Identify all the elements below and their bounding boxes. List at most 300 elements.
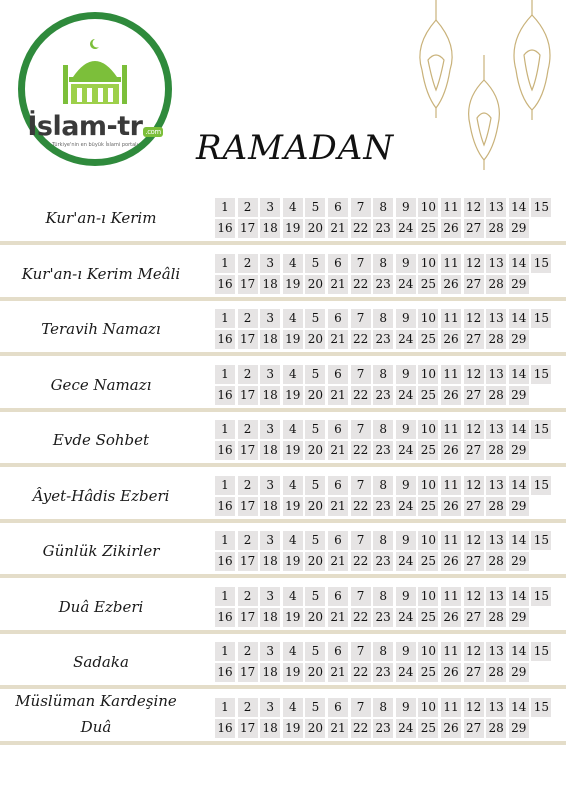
day-checkbox[interactable]: 12 bbox=[464, 420, 484, 439]
day-checkbox[interactable]: 2 bbox=[238, 309, 258, 328]
day-checkbox[interactable]: 17 bbox=[238, 497, 258, 516]
day-checkbox[interactable]: 20 bbox=[305, 497, 325, 516]
day-checkbox[interactable]: 6 bbox=[328, 642, 348, 661]
day-checkbox[interactable]: 16 bbox=[215, 386, 235, 405]
day-checkbox[interactable]: 15 bbox=[531, 309, 551, 328]
day-checkbox[interactable]: 5 bbox=[305, 587, 325, 606]
day-checkbox[interactable]: 25 bbox=[418, 441, 438, 460]
day-checkbox[interactable]: 29 bbox=[509, 552, 529, 571]
day-checkbox[interactable]: 24 bbox=[396, 386, 416, 405]
day-checkbox[interactable]: 4 bbox=[283, 587, 303, 606]
day-checkbox[interactable]: 23 bbox=[373, 219, 393, 238]
day-checkbox[interactable]: 21 bbox=[328, 497, 348, 516]
day-checkbox[interactable]: 26 bbox=[441, 552, 461, 571]
day-checkbox[interactable]: 26 bbox=[441, 663, 461, 682]
day-checkbox[interactable]: 5 bbox=[305, 254, 325, 273]
day-checkbox[interactable]: 16 bbox=[215, 219, 235, 238]
day-checkbox[interactable]: 7 bbox=[351, 642, 371, 661]
day-checkbox[interactable]: 21 bbox=[328, 330, 348, 349]
day-checkbox[interactable]: 16 bbox=[215, 552, 235, 571]
day-checkbox[interactable]: 26 bbox=[441, 719, 461, 738]
day-checkbox[interactable]: 24 bbox=[396, 441, 416, 460]
day-checkbox[interactable]: 18 bbox=[260, 719, 280, 738]
day-checkbox[interactable]: 16 bbox=[215, 663, 235, 682]
day-checkbox[interactable]: 25 bbox=[418, 663, 438, 682]
day-checkbox[interactable]: 11 bbox=[441, 531, 461, 550]
day-checkbox[interactable]: 11 bbox=[441, 365, 461, 384]
row-divider bbox=[0, 574, 566, 578]
day-checkbox[interactable]: 13 bbox=[486, 254, 506, 273]
day-checkbox[interactable]: 7 bbox=[351, 254, 371, 273]
day-checkbox[interactable]: 1 bbox=[215, 254, 235, 273]
day-checkbox[interactable]: 19 bbox=[283, 497, 303, 516]
day-checkbox[interactable]: 16 bbox=[215, 497, 235, 516]
day-checkbox[interactable]: 6 bbox=[328, 531, 348, 550]
day-checkbox[interactable]: 10 bbox=[418, 642, 438, 661]
day-checkbox[interactable]: 26 bbox=[441, 497, 461, 516]
day-checkbox[interactable]: 15 bbox=[531, 642, 551, 661]
day-checkbox[interactable]: 8 bbox=[373, 309, 393, 328]
day-checkbox[interactable]: 4 bbox=[283, 365, 303, 384]
day-checkbox[interactable]: 18 bbox=[260, 497, 280, 516]
day-checkbox[interactable]: 5 bbox=[305, 198, 325, 217]
day-checkbox[interactable]: 21 bbox=[328, 552, 348, 571]
day-checkbox[interactable]: 23 bbox=[373, 497, 393, 516]
day-checkbox[interactable]: 15 bbox=[531, 531, 551, 550]
day-checkbox[interactable]: 28 bbox=[486, 497, 506, 516]
day-checkbox[interactable]: 8 bbox=[373, 420, 393, 439]
day-checkbox[interactable]: 19 bbox=[283, 330, 303, 349]
day-checkbox[interactable]: 2 bbox=[238, 254, 258, 273]
day-checkbox[interactable]: 27 bbox=[464, 497, 484, 516]
day-checkbox[interactable]: 12 bbox=[464, 642, 484, 661]
day-checkbox[interactable]: 11 bbox=[441, 309, 461, 328]
day-checkbox[interactable]: 19 bbox=[283, 663, 303, 682]
day-checkbox[interactable]: 16 bbox=[215, 275, 235, 294]
day-checkbox[interactable]: 16 bbox=[215, 608, 235, 627]
day-checkbox[interactable]: 20 bbox=[305, 663, 325, 682]
day-checkbox[interactable]: 13 bbox=[486, 309, 506, 328]
day-checkbox[interactable]: 2 bbox=[238, 698, 258, 717]
day-checkbox[interactable]: 9 bbox=[396, 587, 416, 606]
day-checkbox[interactable]: 20 bbox=[305, 552, 325, 571]
day-checkbox[interactable]: 23 bbox=[373, 663, 393, 682]
day-checkbox[interactable]: 23 bbox=[373, 552, 393, 571]
day-checkbox[interactable]: 24 bbox=[396, 275, 416, 294]
day-checkbox[interactable]: 24 bbox=[396, 497, 416, 516]
day-checkbox[interactable]: 9 bbox=[396, 309, 416, 328]
day-checkbox[interactable]: 13 bbox=[486, 420, 506, 439]
day-checkbox[interactable]: 28 bbox=[486, 330, 506, 349]
day-checkbox[interactable]: 18 bbox=[260, 219, 280, 238]
day-checkbox[interactable]: 29 bbox=[509, 275, 529, 294]
day-checkbox[interactable]: 25 bbox=[418, 275, 438, 294]
day-checkbox[interactable]: 8 bbox=[373, 531, 393, 550]
day-checkbox[interactable]: 12 bbox=[464, 365, 484, 384]
day-checkbox[interactable]: 5 bbox=[305, 420, 325, 439]
day-checkbox[interactable]: 18 bbox=[260, 441, 280, 460]
day-checkbox[interactable]: 21 bbox=[328, 608, 348, 627]
day-checkbox[interactable]: 2 bbox=[238, 476, 258, 495]
day-checkbox[interactable]: 25 bbox=[418, 386, 438, 405]
day-checkbox[interactable]: 27 bbox=[464, 608, 484, 627]
day-checkbox[interactable]: 14 bbox=[509, 698, 529, 717]
day-checkbox[interactable]: 5 bbox=[305, 309, 325, 328]
day-checkbox[interactable]: 13 bbox=[486, 698, 506, 717]
day-checkbox[interactable]: 20 bbox=[305, 275, 325, 294]
day-checkbox[interactable]: 17 bbox=[238, 386, 258, 405]
day-checkbox[interactable]: 22 bbox=[351, 441, 371, 460]
day-checkbox[interactable]: 2 bbox=[238, 642, 258, 661]
day-checkbox[interactable]: 8 bbox=[373, 198, 393, 217]
day-checkbox[interactable]: 18 bbox=[260, 386, 280, 405]
day-checkbox[interactable]: 22 bbox=[351, 608, 371, 627]
day-checkbox[interactable]: 19 bbox=[283, 719, 303, 738]
day-checkbox[interactable]: 5 bbox=[305, 642, 325, 661]
row-label: Günlük Zikirler bbox=[42, 542, 160, 560]
day-checkbox[interactable]: 25 bbox=[418, 552, 438, 571]
day-checkbox[interactable]: 25 bbox=[418, 219, 438, 238]
day-checkbox[interactable]: 17 bbox=[238, 441, 258, 460]
day-checkbox[interactable]: 21 bbox=[328, 663, 348, 682]
day-checkbox[interactable]: 11 bbox=[441, 420, 461, 439]
day-checkbox[interactable]: 10 bbox=[418, 420, 438, 439]
day-checkbox[interactable]: 9 bbox=[396, 531, 416, 550]
day-checkbox[interactable]: 17 bbox=[238, 219, 258, 238]
day-checkbox[interactable]: 1 bbox=[215, 365, 235, 384]
day-checkbox[interactable]: 28 bbox=[486, 608, 506, 627]
day-checkbox[interactable]: 22 bbox=[351, 719, 371, 738]
day-checkbox[interactable]: 14 bbox=[509, 587, 529, 606]
day-checkbox[interactable]: 11 bbox=[441, 642, 461, 661]
day-checkbox[interactable]: 10 bbox=[418, 587, 438, 606]
day-checkbox[interactable]: 10 bbox=[418, 198, 438, 217]
day-checkbox[interactable]: 29 bbox=[509, 441, 529, 460]
day-checkbox[interactable]: 3 bbox=[260, 254, 280, 273]
day-checkbox[interactable]: 9 bbox=[396, 254, 416, 273]
day-checkbox[interactable]: 4 bbox=[283, 531, 303, 550]
day-checkbox[interactable]: 14 bbox=[509, 198, 529, 217]
day-checkbox[interactable]: 19 bbox=[283, 552, 303, 571]
day-checkbox[interactable]: 3 bbox=[260, 365, 280, 384]
day-checkbox[interactable]: 26 bbox=[441, 608, 461, 627]
day-checkbox[interactable]: 11 bbox=[441, 254, 461, 273]
day-checkbox[interactable]: 9 bbox=[396, 198, 416, 217]
day-checkbox[interactable]: 24 bbox=[396, 330, 416, 349]
day-checkbox[interactable]: 6 bbox=[328, 587, 348, 606]
day-checkbox[interactable]: 9 bbox=[396, 420, 416, 439]
day-checkbox[interactable]: 3 bbox=[260, 698, 280, 717]
day-checkbox[interactable]: 18 bbox=[260, 275, 280, 294]
day-checkbox[interactable]: 1 bbox=[215, 698, 235, 717]
day-checkbox[interactable]: 27 bbox=[464, 552, 484, 571]
day-checkbox[interactable]: 12 bbox=[464, 254, 484, 273]
row-divider bbox=[0, 297, 566, 301]
day-checkbox[interactable]: 15 bbox=[531, 587, 551, 606]
day-checkbox[interactable]: 25 bbox=[418, 608, 438, 627]
day-checkbox[interactable]: 13 bbox=[486, 198, 506, 217]
day-checkbox[interactable]: 22 bbox=[351, 386, 371, 405]
day-checkbox[interactable]: 7 bbox=[351, 698, 371, 717]
day-checkbox[interactable]: 7 bbox=[351, 531, 371, 550]
day-checkbox[interactable]: 19 bbox=[283, 608, 303, 627]
day-checkbox[interactable]: 27 bbox=[464, 719, 484, 738]
day-checkbox[interactable]: 13 bbox=[486, 365, 506, 384]
day-checkbox[interactable]: 1 bbox=[215, 587, 235, 606]
day-checkbox[interactable]: 6 bbox=[328, 476, 348, 495]
day-checkbox[interactable]: 29 bbox=[509, 663, 529, 682]
day-checkbox[interactable]: 7 bbox=[351, 587, 371, 606]
day-checkbox[interactable]: 26 bbox=[441, 219, 461, 238]
day-checkbox[interactable]: 15 bbox=[531, 420, 551, 439]
day-checkbox[interactable]: 2 bbox=[238, 420, 258, 439]
day-checkbox[interactable]: 23 bbox=[373, 608, 393, 627]
day-checkbox[interactable]: 15 bbox=[531, 476, 551, 495]
day-checkbox[interactable]: 17 bbox=[238, 552, 258, 571]
day-checkbox[interactable]: 18 bbox=[260, 663, 280, 682]
row-label: Âyet-Hâdis Ezberi bbox=[32, 486, 170, 505]
day-checkbox[interactable]: 11 bbox=[441, 587, 461, 606]
lanterns-decoration bbox=[398, 0, 566, 175]
day-checkbox[interactable]: 7 bbox=[351, 309, 371, 328]
day-checkbox[interactable]: 13 bbox=[486, 587, 506, 606]
day-checkbox[interactable]: 10 bbox=[418, 309, 438, 328]
day-checkbox[interactable]: 7 bbox=[351, 476, 371, 495]
day-checkbox[interactable]: 23 bbox=[373, 386, 393, 405]
day-checkbox[interactable]: 25 bbox=[418, 719, 438, 738]
day-checkbox[interactable]: 22 bbox=[351, 219, 371, 238]
day-checkbox[interactable]: 22 bbox=[351, 663, 371, 682]
day-checkbox[interactable]: 25 bbox=[418, 330, 438, 349]
day-checkbox[interactable]: 20 bbox=[305, 386, 325, 405]
day-checkbox[interactable]: 8 bbox=[373, 642, 393, 661]
day-checkbox[interactable]: 24 bbox=[396, 719, 416, 738]
day-checkbox[interactable]: 10 bbox=[418, 698, 438, 717]
day-checkbox[interactable]: 3 bbox=[260, 476, 280, 495]
day-checkbox[interactable]: 9 bbox=[396, 642, 416, 661]
day-checkbox[interactable]: 27 bbox=[464, 275, 484, 294]
day-checkbox[interactable]: 2 bbox=[238, 365, 258, 384]
day-checkbox[interactable]: 20 bbox=[305, 719, 325, 738]
day-checkbox[interactable]: 7 bbox=[351, 198, 371, 217]
day-checkbox[interactable]: 3 bbox=[260, 309, 280, 328]
site-logo[interactable] bbox=[18, 12, 172, 166]
day-checkbox[interactable]: 23 bbox=[373, 330, 393, 349]
day-checkbox[interactable]: 9 bbox=[396, 698, 416, 717]
day-checkbox[interactable]: 14 bbox=[509, 365, 529, 384]
day-checkbox[interactable]: 4 bbox=[283, 254, 303, 273]
day-checkbox[interactable]: 21 bbox=[328, 441, 348, 460]
day-checkbox[interactable]: 22 bbox=[351, 275, 371, 294]
day-checkbox[interactable]: 17 bbox=[238, 608, 258, 627]
day-checkbox[interactable]: 29 bbox=[509, 719, 529, 738]
day-checkbox[interactable]: 13 bbox=[486, 531, 506, 550]
day-checkbox[interactable]: 15 bbox=[531, 365, 551, 384]
day-checkbox[interactable]: 1 bbox=[215, 531, 235, 550]
day-checkbox[interactable]: 29 bbox=[509, 608, 529, 627]
day-checkbox[interactable]: 6 bbox=[328, 420, 348, 439]
day-checkbox[interactable]: 15 bbox=[531, 254, 551, 273]
day-checkbox[interactable]: 23 bbox=[373, 719, 393, 738]
day-checkbox[interactable]: 11 bbox=[441, 198, 461, 217]
day-checkbox[interactable]: 9 bbox=[396, 365, 416, 384]
day-checkbox[interactable]: 5 bbox=[305, 365, 325, 384]
day-checkbox[interactable]: 1 bbox=[215, 476, 235, 495]
row-label: Evde Sohbet bbox=[52, 431, 150, 449]
day-checkbox[interactable]: 25 bbox=[418, 497, 438, 516]
day-checkbox[interactable]: 27 bbox=[464, 386, 484, 405]
day-checkbox[interactable]: 12 bbox=[464, 698, 484, 717]
day-checkbox[interactable]: 4 bbox=[283, 309, 303, 328]
day-checkbox[interactable]: 18 bbox=[260, 608, 280, 627]
day-checkbox[interactable]: 28 bbox=[486, 552, 506, 571]
day-checkbox[interactable]: 28 bbox=[486, 441, 506, 460]
day-checkbox[interactable]: 12 bbox=[464, 531, 484, 550]
day-checkbox[interactable]: 5 bbox=[305, 476, 325, 495]
day-checkbox[interactable]: 8 bbox=[373, 698, 393, 717]
day-checkbox[interactable]: 13 bbox=[486, 642, 506, 661]
day-checkbox[interactable]: 1 bbox=[215, 309, 235, 328]
day-checkbox[interactable]: 26 bbox=[441, 441, 461, 460]
day-checkbox[interactable]: 19 bbox=[283, 386, 303, 405]
day-checkbox[interactable]: 17 bbox=[238, 330, 258, 349]
day-checkbox[interactable]: 1 bbox=[215, 198, 235, 217]
day-checkbox[interactable]: 24 bbox=[396, 608, 416, 627]
day-checkbox[interactable]: 28 bbox=[486, 663, 506, 682]
day-checkbox[interactable]: 8 bbox=[373, 365, 393, 384]
day-checkbox[interactable]: 22 bbox=[351, 497, 371, 516]
day-checkbox[interactable]: 20 bbox=[305, 608, 325, 627]
day-checkbox[interactable]: 3 bbox=[260, 531, 280, 550]
day-checkbox[interactable]: 16 bbox=[215, 719, 235, 738]
day-checkbox[interactable]: 14 bbox=[509, 420, 529, 439]
day-checkbox[interactable]: 16 bbox=[215, 441, 235, 460]
day-checkbox[interactable]: 11 bbox=[441, 698, 461, 717]
row-divider bbox=[0, 519, 566, 523]
day-checkbox[interactable]: 18 bbox=[260, 552, 280, 571]
day-checkbox[interactable]: 3 bbox=[260, 420, 280, 439]
day-checkbox[interactable]: 6 bbox=[328, 698, 348, 717]
day-checkbox[interactable]: 5 bbox=[305, 531, 325, 550]
day-checkbox[interactable]: 29 bbox=[509, 330, 529, 349]
day-checkbox[interactable]: 14 bbox=[509, 476, 529, 495]
day-checkbox[interactable]: 3 bbox=[260, 198, 280, 217]
day-checkbox[interactable]: 27 bbox=[464, 441, 484, 460]
day-checkbox[interactable]: 21 bbox=[328, 719, 348, 738]
day-checkbox[interactable]: 12 bbox=[464, 587, 484, 606]
day-checkbox[interactable]: 19 bbox=[283, 219, 303, 238]
day-checkbox[interactable]: 4 bbox=[283, 698, 303, 717]
day-checkbox[interactable]: 28 bbox=[486, 719, 506, 738]
day-checkbox[interactable]: 10 bbox=[418, 476, 438, 495]
day-checkbox[interactable]: 10 bbox=[418, 254, 438, 273]
day-checkbox[interactable]: 12 bbox=[464, 198, 484, 217]
day-checkbox[interactable]: 15 bbox=[531, 198, 551, 217]
day-checkbox[interactable]: 12 bbox=[464, 309, 484, 328]
day-checkbox[interactable]: 6 bbox=[328, 198, 348, 217]
day-checkbox[interactable]: 19 bbox=[283, 275, 303, 294]
day-checkbox[interactable]: 13 bbox=[486, 476, 506, 495]
day-checkbox[interactable]: 27 bbox=[464, 330, 484, 349]
day-checkbox[interactable]: 29 bbox=[509, 219, 529, 238]
day-checkbox[interactable]: 9 bbox=[396, 476, 416, 495]
day-checkbox[interactable]: 4 bbox=[283, 420, 303, 439]
day-checkbox[interactable]: 20 bbox=[305, 441, 325, 460]
day-checkbox[interactable]: 8 bbox=[373, 587, 393, 606]
day-checkbox[interactable]: 20 bbox=[305, 219, 325, 238]
day-checkbox[interactable]: 24 bbox=[396, 663, 416, 682]
day-checkbox[interactable]: 2 bbox=[238, 198, 258, 217]
day-checkbox[interactable]: 10 bbox=[418, 531, 438, 550]
day-checkbox[interactable]: 4 bbox=[283, 476, 303, 495]
day-checkbox[interactable]: 22 bbox=[351, 330, 371, 349]
day-checkbox[interactable]: 2 bbox=[238, 531, 258, 550]
day-checkbox[interactable]: 2 bbox=[238, 587, 258, 606]
day-checkbox[interactable]: 24 bbox=[396, 219, 416, 238]
day-checkbox[interactable]: 26 bbox=[441, 275, 461, 294]
day-checkbox[interactable]: 26 bbox=[441, 386, 461, 405]
day-checkbox[interactable]: 27 bbox=[464, 219, 484, 238]
day-checkbox[interactable]: 28 bbox=[486, 386, 506, 405]
day-checkbox[interactable]: 4 bbox=[283, 642, 303, 661]
day-checkbox[interactable]: 24 bbox=[396, 552, 416, 571]
day-checkbox[interactable]: 10 bbox=[418, 365, 438, 384]
day-checkbox[interactable]: 27 bbox=[464, 663, 484, 682]
day-checkbox[interactable]: 6 bbox=[328, 365, 348, 384]
day-checkbox[interactable]: 16 bbox=[215, 330, 235, 349]
day-checkbox[interactable]: 26 bbox=[441, 330, 461, 349]
day-checkbox[interactable]: 12 bbox=[464, 476, 484, 495]
day-checkbox[interactable]: 18 bbox=[260, 330, 280, 349]
day-checkbox[interactable]: 22 bbox=[351, 552, 371, 571]
day-checkbox[interactable]: 1 bbox=[215, 642, 235, 661]
day-checkbox[interactable]: 23 bbox=[373, 441, 393, 460]
day-checkbox[interactable]: 17 bbox=[238, 275, 258, 294]
day-checkbox[interactable]: 11 bbox=[441, 476, 461, 495]
day-checkbox[interactable]: 7 bbox=[351, 420, 371, 439]
day-checkbox[interactable]: 1 bbox=[215, 420, 235, 439]
day-checkbox[interactable]: 14 bbox=[509, 531, 529, 550]
day-checkbox[interactable]: 28 bbox=[486, 219, 506, 238]
day-checkbox[interactable]: 8 bbox=[373, 476, 393, 495]
day-checkbox[interactable]: 14 bbox=[509, 254, 529, 273]
day-checkbox[interactable]: 21 bbox=[328, 275, 348, 294]
day-checkbox[interactable]: 29 bbox=[509, 497, 529, 516]
day-checkbox[interactable]: 5 bbox=[305, 698, 325, 717]
day-checkbox[interactable]: 17 bbox=[238, 663, 258, 682]
day-checkbox[interactable]: 23 bbox=[373, 275, 393, 294]
day-checkbox[interactable]: 19 bbox=[283, 441, 303, 460]
day-checkbox[interactable]: 15 bbox=[531, 698, 551, 717]
day-checkbox[interactable]: 4 bbox=[283, 198, 303, 217]
tracker-row bbox=[0, 634, 566, 689]
day-checkbox[interactable]: 14 bbox=[509, 309, 529, 328]
day-checkbox[interactable]: 8 bbox=[373, 254, 393, 273]
day-checkbox[interactable]: 28 bbox=[486, 275, 506, 294]
day-checkbox[interactable]: 17 bbox=[238, 719, 258, 738]
day-checkbox[interactable]: 6 bbox=[328, 309, 348, 328]
day-checkbox[interactable]: 6 bbox=[328, 254, 348, 273]
row-label: Kur'an-ı Kerim bbox=[45, 209, 157, 227]
day-checkbox[interactable]: 20 bbox=[305, 330, 325, 349]
day-checkbox[interactable]: 7 bbox=[351, 365, 371, 384]
day-checkbox[interactable]: 21 bbox=[328, 386, 348, 405]
day-checkbox[interactable]: 29 bbox=[509, 386, 529, 405]
day-checkbox[interactable]: 3 bbox=[260, 642, 280, 661]
day-checkbox[interactable]: 14 bbox=[509, 642, 529, 661]
day-checkbox[interactable]: 3 bbox=[260, 587, 280, 606]
day-checkbox[interactable]: 21 bbox=[328, 219, 348, 238]
